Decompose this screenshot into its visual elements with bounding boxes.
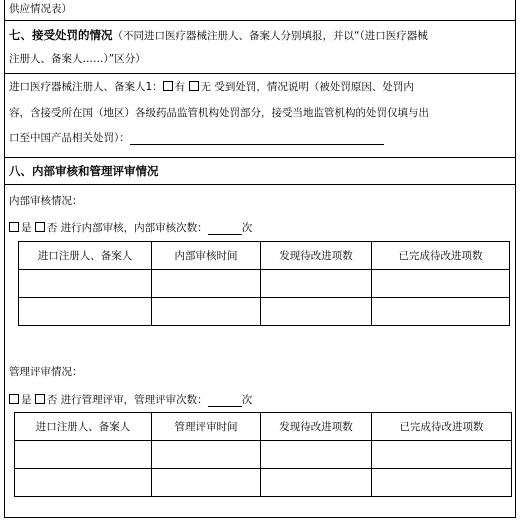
- divider: [4, 73, 516, 74]
- column-header: 已完成待改进项数: [372, 242, 510, 270]
- penalty-no-label: 无: [200, 81, 212, 93]
- penalty-no-checkbox[interactable]: [189, 81, 199, 91]
- table-cell[interactable]: [152, 270, 261, 298]
- table-cell[interactable]: [261, 441, 372, 469]
- section7-title: 七、接受处罚的情况: [9, 28, 113, 42]
- management-review-count-field[interactable]: [208, 394, 242, 407]
- section7-line1b: 受到处罚，情况说明（被处罚原因、处罚内: [214, 81, 414, 93]
- table-cell[interactable]: [372, 270, 510, 298]
- table-row: [19, 298, 510, 326]
- penalty-yes-label: 有: [174, 81, 186, 93]
- management-review-yes-label: 是: [21, 394, 32, 406]
- management-review-no-checkbox[interactable]: [35, 394, 45, 404]
- table-cell[interactable]: [19, 270, 152, 298]
- column-header: 管理评审时间: [152, 413, 261, 441]
- table-cell[interactable]: [152, 298, 261, 326]
- internal-audit-row: [9, 221, 252, 235]
- internal-audit-yes-label: 是: [21, 222, 32, 234]
- table-cell[interactable]: [372, 469, 512, 497]
- table-row: [15, 469, 512, 497]
- section7-heading: [9, 28, 428, 43]
- internal-audit-no-checkbox[interactable]: [35, 222, 45, 232]
- management-review-yes-checkbox[interactable]: [9, 394, 19, 404]
- table-cell[interactable]: [261, 469, 372, 497]
- section7-registrant-label: 进口医疗器械注册人、备案人1：: [9, 81, 163, 93]
- table-cell[interactable]: [261, 298, 372, 326]
- internal-audit-no-label: 否: [46, 222, 58, 234]
- divider: [4, 157, 516, 158]
- management-review-question: 进行管理评审，管理评审次数：: [60, 394, 208, 406]
- internal-audit-heading: 内部审核情况：: [9, 195, 83, 207]
- table-header-row: [15, 413, 512, 441]
- column-header: 进口注册人、备案人: [19, 242, 152, 270]
- column-header: 发现待改进项数: [261, 413, 372, 441]
- table-cell[interactable]: [152, 441, 261, 469]
- table-header-row: [19, 242, 510, 270]
- table-cell[interactable]: [15, 469, 152, 497]
- section8-title: 八、内部审核和管理评审情况: [9, 164, 159, 178]
- column-header: 内部审核时间: [152, 242, 261, 270]
- internal-audit-unit: 次: [241, 222, 253, 234]
- management-review-no-label: 否: [46, 394, 58, 406]
- section7-note2: 注册人、备案人……）”区分）: [9, 53, 146, 65]
- penalty-yes-checkbox[interactable]: [163, 81, 173, 91]
- section7-line3-row: [9, 131, 384, 145]
- management-review-heading: 管理评审情况：: [9, 366, 83, 378]
- divider: [4, 20, 516, 21]
- table-cell[interactable]: [372, 298, 510, 326]
- column-header: 已完成待改进项数: [372, 413, 512, 441]
- management-review-row: [9, 393, 252, 407]
- top-text: 供应情况表）: [9, 3, 72, 15]
- internal-audit-count-field[interactable]: [208, 222, 242, 235]
- table-cell[interactable]: [372, 441, 512, 469]
- internal-audit-question: 进行内部审核，内部审核次数：: [60, 222, 208, 234]
- column-header: 进口注册人、备案人: [15, 413, 152, 441]
- internal-audit-yes-checkbox[interactable]: [9, 222, 19, 232]
- section7-line2: 容，含接受所在国（地区）各级药品监管机构处罚部分，接受当地监管机构的处罚仅填与出: [9, 107, 429, 119]
- table-cell[interactable]: [15, 441, 152, 469]
- table-row: [15, 441, 512, 469]
- section7-line3: 口至中国产品相关处罚）：: [9, 132, 130, 144]
- table-row: [19, 270, 510, 298]
- table-cell[interactable]: [261, 270, 372, 298]
- penalty-description-field[interactable]: [130, 132, 384, 145]
- management-review-table: [14, 412, 512, 497]
- table-cell[interactable]: [19, 298, 152, 326]
- column-header: 发现待改进项数: [261, 242, 372, 270]
- section7-note: （不同进口医疗器械注册人、备案人分别填报，并以“（进口医疗器械: [112, 30, 428, 42]
- table-cell[interactable]: [152, 469, 261, 497]
- section7-line1: [9, 80, 414, 94]
- internal-audit-table: [18, 241, 510, 326]
- divider: [4, 184, 516, 185]
- management-review-unit: 次: [241, 394, 253, 406]
